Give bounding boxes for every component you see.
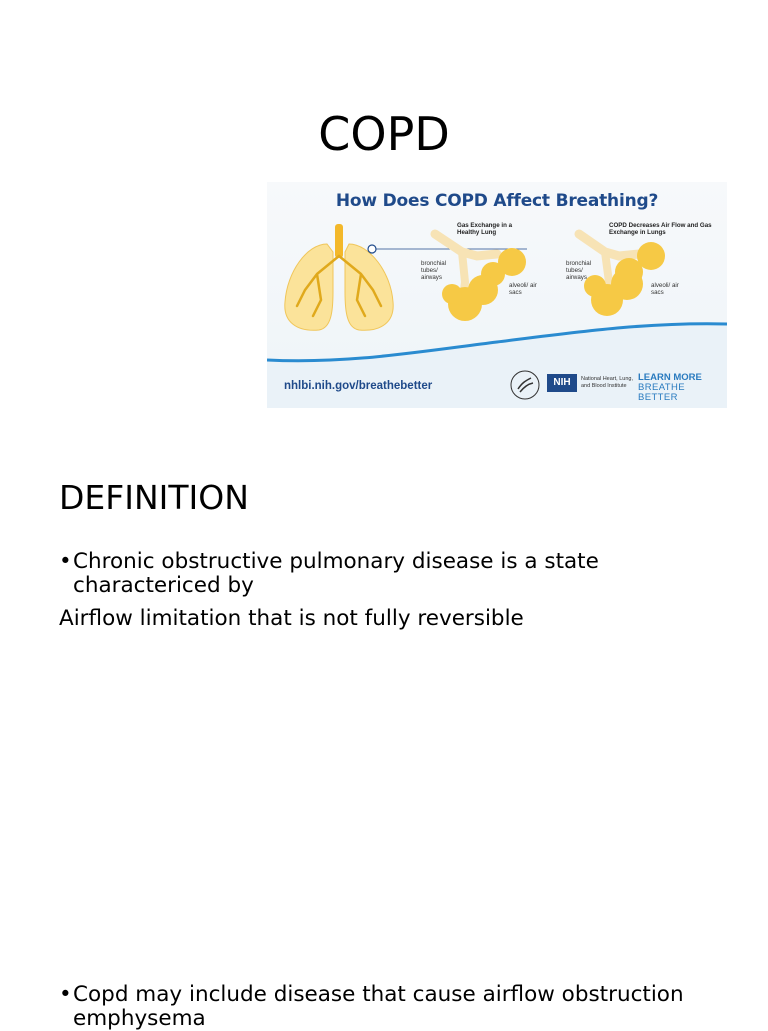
nih-logo: NIH — [547, 374, 577, 392]
bullet-definition: • Chronic obstructive pulmonary disease is a state charactericed by — [59, 550, 739, 598]
hhs-seal-icon — [509, 369, 541, 401]
section-heading: DEFINITION — [59, 478, 249, 517]
bronchial-label: bronchial tubes/ airways — [566, 260, 592, 281]
bullet-copd-includes: • Copd may include disease that cause airflow obstruction emphysema — [59, 983, 739, 1031]
infographic-heading: How Does COPD Affect Breathing? — [335, 191, 659, 211]
alveoli-label: alveoli/ air sacs — [509, 282, 537, 296]
campaign-line-1: LEARN MORE — [638, 372, 702, 383]
healthy-lung-label: Gas Exchange in a Healthy Lung — [457, 222, 513, 236]
definition-continuation: Airflow limitation that is not fully reversible — [59, 606, 524, 631]
copd-lung-label: COPD Decreases Air Flow and Gas Exchange in Lungs — [609, 222, 712, 236]
campaign-logo — [638, 373, 727, 403]
bronchial-label: bronchial tubes/ airways — [421, 260, 447, 281]
slide-title: COPD — [318, 107, 450, 161]
nih-name: National Heart, Lung, and Blood Institute — [581, 376, 633, 389]
nhlbi-url: nhlbi.nih.gov/breathebetter — [284, 380, 433, 392]
alveoli-label: alveoli/ air sacs — [651, 282, 679, 296]
copd-infographic — [267, 182, 727, 408]
campaign-line-2: BREATHE BETTER — [638, 382, 685, 403]
